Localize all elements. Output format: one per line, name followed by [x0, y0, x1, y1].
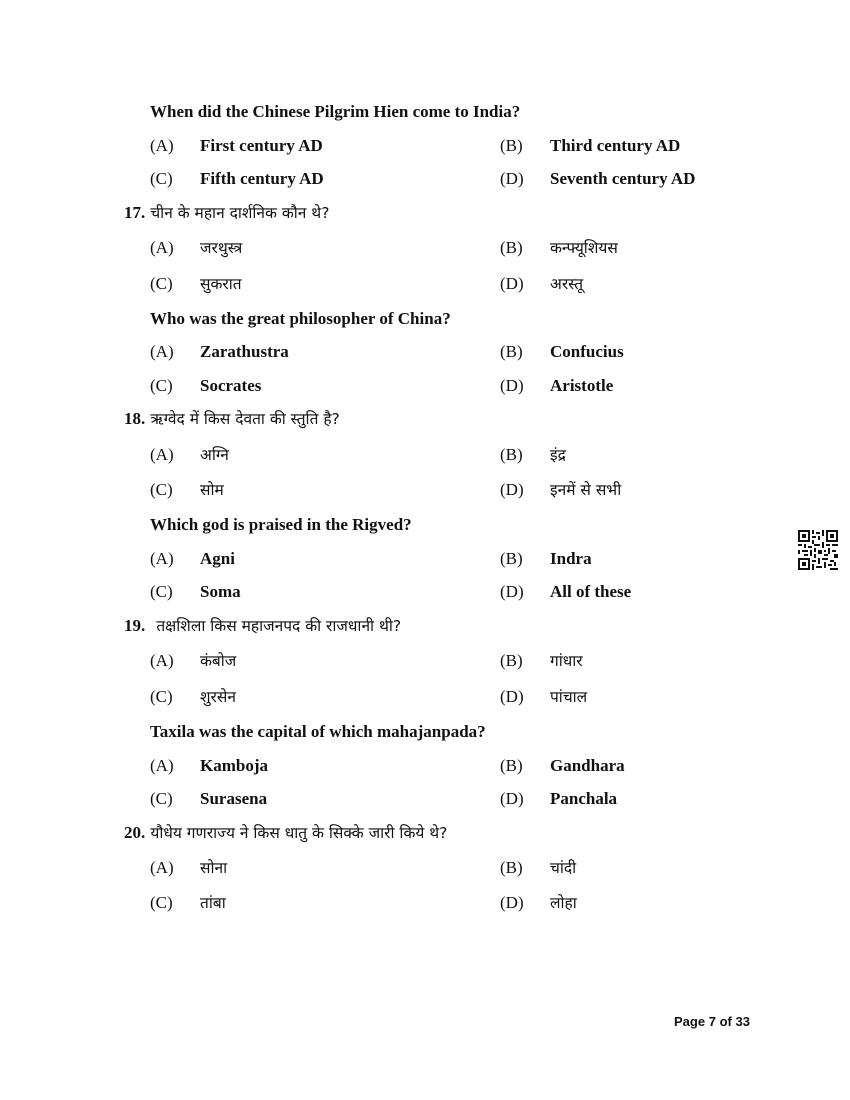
- q17-en-option-a: Zarathustra: [200, 342, 289, 361]
- q18-hi-option-a: अग्नि: [200, 446, 229, 464]
- label-a: (A): [150, 756, 174, 775]
- q19-number: 19.: [124, 616, 146, 635]
- q20-number: 20.: [124, 823, 146, 842]
- q18-hi-stem: ऋग्वेद में किस देवता की स्तुति है?: [150, 410, 340, 428]
- label-d: (D): [500, 687, 524, 706]
- label-b: (B): [500, 756, 523, 775]
- q19-en-stem: Taxila was the capital of which mahajanpada?: [150, 722, 486, 741]
- label-a: (A): [150, 549, 174, 568]
- q19-hi-option-b: गांधार: [550, 652, 583, 670]
- q17-number: 17.: [124, 203, 146, 222]
- q18-en-option-d: All of these: [550, 582, 632, 601]
- q16-en-option-d: Seventh century AD: [550, 169, 696, 188]
- q19-en-option-b: Gandhara: [550, 756, 625, 775]
- label-b: (B): [500, 342, 523, 361]
- label-a: (A): [150, 136, 174, 155]
- q16-en-stem: When did the Chinese Pilgrim Hien come to India?: [150, 102, 521, 121]
- q18-en-option-c: Soma: [200, 582, 241, 601]
- label-c: (C): [150, 480, 173, 499]
- label-c: (C): [150, 169, 173, 188]
- q20-hi-stem: यौधेय गणराज्य ने किस धातु के सिक्के जारी किये थे?: [150, 824, 448, 842]
- q19-hi-stem-line: [124, 616, 401, 636]
- q17-hi-option-d: अरस्तू: [550, 275, 584, 293]
- q17-en-option-b: Confucius: [550, 342, 624, 361]
- q20-hi-option-a: सोना: [200, 859, 228, 877]
- q16-en-option-a: First century AD: [200, 136, 323, 155]
- q19-hi-stem: तक्षशिला किस महाजनपद की राजधानी थी?: [156, 617, 402, 635]
- label-c: (C): [150, 582, 173, 601]
- q16-en-option-b: Third century AD: [550, 136, 681, 155]
- q18-hi-stem-line: [124, 409, 340, 429]
- label-b: (B): [500, 238, 523, 257]
- q19-en-option-c: Surasena: [200, 789, 268, 808]
- q17-en-option-c: Socrates: [200, 376, 262, 395]
- label-a: (A): [150, 342, 174, 361]
- q18-en-option-b: Indra: [550, 549, 592, 568]
- q20-hi-option-c: तांबा: [200, 894, 226, 912]
- q19-en-option-a: Kamboja: [200, 756, 268, 775]
- label-c: (C): [150, 687, 173, 706]
- q18-hi-option-d: इनमें से सभी: [550, 481, 622, 499]
- q17-hi-stem-line: [124, 203, 329, 223]
- q18-hi-option-b: इंद्र: [550, 446, 566, 464]
- q17-hi-option-b: कन्फ्यूशियस: [550, 239, 618, 257]
- label-b: (B): [500, 136, 523, 155]
- q20-hi-option-b: चांदी: [550, 859, 577, 877]
- label-b: (B): [500, 549, 523, 568]
- q19-en-option-d: Panchala: [550, 789, 618, 808]
- q18-number: 18.: [124, 409, 146, 428]
- q18-hi-option-c: सोम: [200, 481, 224, 499]
- q18-en-option-a: Agni: [200, 549, 235, 568]
- q17-en-option-d: Aristotle: [550, 376, 614, 395]
- label-b: (B): [500, 651, 523, 670]
- q20-hi-option-d: लोहा: [550, 894, 577, 912]
- page-label: Page: [674, 1014, 706, 1029]
- label-a: (A): [150, 858, 174, 877]
- qr-code-icon: [798, 530, 838, 570]
- label-d: (D): [500, 893, 524, 912]
- label-d: (D): [500, 582, 524, 601]
- q17-hi-option-a: जरथुस्त्र: [200, 239, 243, 257]
- label-d: (D): [500, 480, 524, 499]
- label-c: (C): [150, 789, 173, 808]
- page-total: 33: [735, 1014, 750, 1029]
- page-number: 7: [708, 1014, 716, 1029]
- label-c: (C): [150, 376, 173, 395]
- q19-hi-option-d: पांचाल: [550, 688, 588, 706]
- q17-en-stem: Who was the great philosopher of China?: [150, 309, 451, 328]
- page-of: of: [719, 1014, 732, 1029]
- label-c: (C): [150, 274, 173, 293]
- label-a: (A): [150, 651, 174, 670]
- label-d: (D): [500, 169, 524, 188]
- q18-en-stem: Which god is praised in the Rigved?: [150, 515, 412, 534]
- page-footer: [674, 1014, 750, 1029]
- label-b: (B): [500, 858, 523, 877]
- q20-hi-stem-line: [124, 823, 447, 843]
- q16-en-option-c: Fifth century AD: [200, 169, 324, 188]
- label-a: (A): [150, 238, 174, 257]
- label-c: (C): [150, 893, 173, 912]
- label-d: (D): [500, 274, 524, 293]
- label-d: (D): [500, 376, 524, 395]
- q17-hi-option-c: सुकरात: [200, 275, 242, 293]
- q19-hi-option-c: शुरसेन: [200, 688, 236, 706]
- label-a: (A): [150, 445, 174, 464]
- label-d: (D): [500, 789, 524, 808]
- q19-hi-option-a: कंबोज: [200, 652, 237, 670]
- label-b: (B): [500, 445, 523, 464]
- q17-hi-stem: चीन के महान दार्शनिक कौन थे?: [150, 204, 330, 222]
